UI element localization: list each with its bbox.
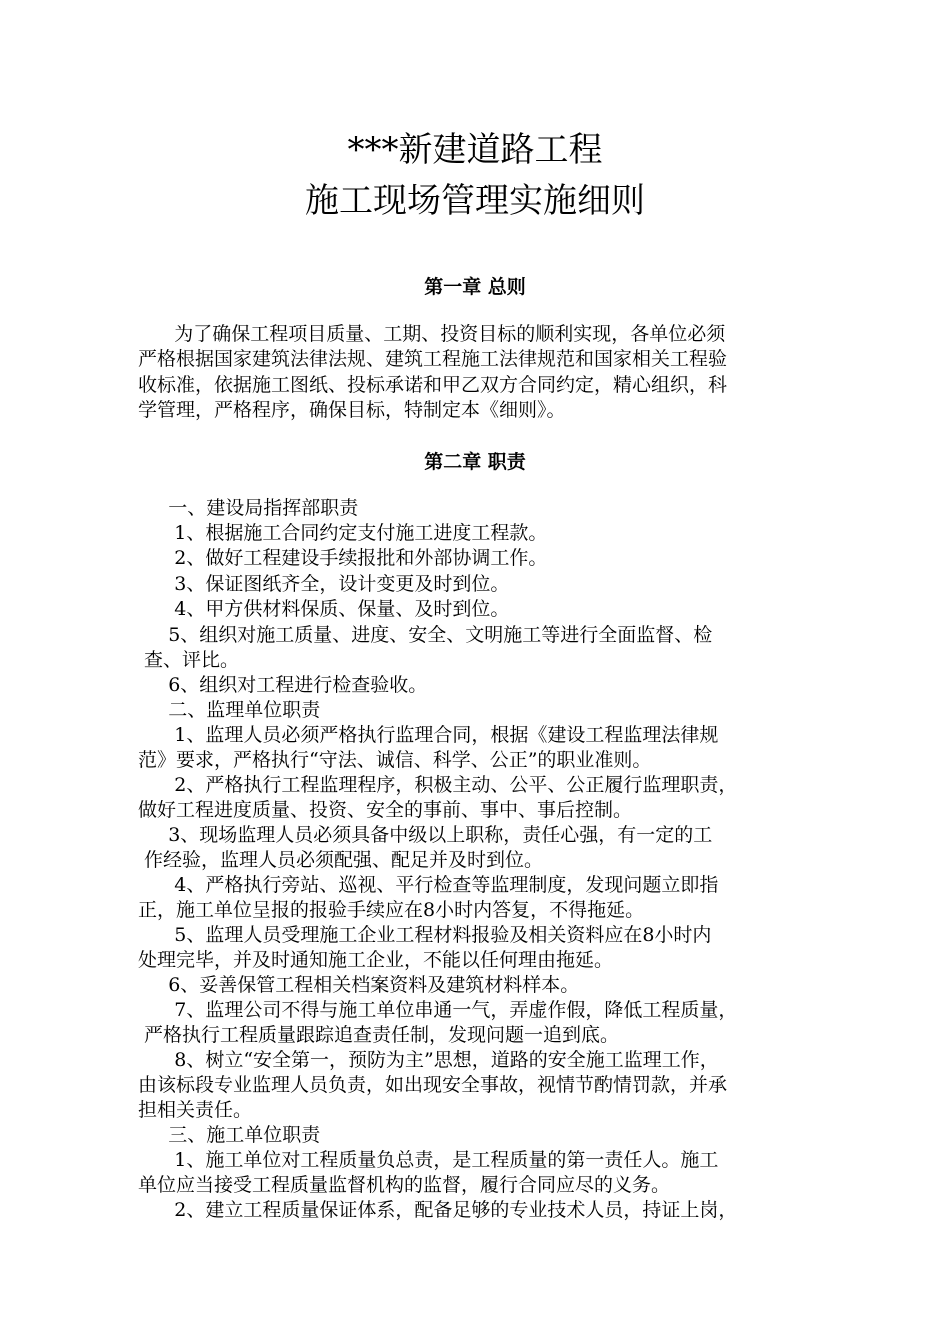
paragraph-line: 由该标段专业监理人员负责，如出现安全事故，视情节酌情罚款，并承 (138, 1074, 728, 1096)
paragraph-line: 2、做好工程建设手续报批和外部协调工作。 (138, 547, 548, 569)
document-title-line2: 施工现场管理实施细则 (305, 181, 645, 221)
paragraph-line: 严格执行工程质量跟踪追查责任制，发现问题一追到底。 (138, 1024, 620, 1046)
paragraph-line: 4、严格执行旁站、巡视、平行检查等监理制度，发现问题立即指 (138, 874, 719, 896)
paragraph-line: 5、监理人员受理施工企业工程材料报验及相关资料应在8小时内 (138, 924, 712, 946)
paragraph-line: 8、树立“安全第一，预防为主”思想，道路的安全施工监理工作， (138, 1049, 719, 1071)
paragraph-line: 单位应当接受工程质量监督机构的监督，履行合同应尽的义务。 (138, 1174, 671, 1196)
paragraph-line: 范》要求，严格执行“守法、诚信、科学、公正”的职业准则。 (138, 749, 652, 771)
paragraph-line: 担相关责任。 (138, 1099, 253, 1121)
paragraph-line: 收标准，依据施工图纸、投标承诺和甲乙双方合同约定，精心组织，科 (138, 374, 728, 396)
chapter2-heading: 第二章 职责 (424, 451, 526, 473)
paragraph-line: 2、严格执行工程监理程序，积极主动、公平、公正履行监理职责， (138, 774, 738, 796)
paragraph-line: 做好工程进度质量、投资、安全的事前、事中、事后控制。 (138, 799, 633, 821)
paragraph-line: 1、监理人员必须严格执行监理合同，根据《建设工程监理法律规 (138, 724, 719, 746)
paragraph-line: 7、监理公司不得与施工单位串通一气，弄虚作假，降低工程质量， (138, 999, 738, 1021)
paragraph-line: 3、保证图纸齐全，设计变更及时到位。 (138, 573, 510, 595)
paragraph-line: 作经验，监理人员必须配强、配足并及时到位。 (138, 849, 544, 871)
paragraph-line: 6、妥善保管工程相关档案资料及建筑材料样本。 (138, 974, 580, 996)
paragraph-line: 5、组织对施工质量、进度、安全、文明施工等进行全面监督、检 (138, 624, 713, 646)
chapter1-heading: 第一章 总则 (424, 276, 526, 298)
paragraph-line: 4、甲方供材料保质、保量、及时到位。 (138, 598, 510, 620)
paragraph-line: 3、现场监理人员必须具备中级以上职称，责任心强，有一定的工 (138, 824, 713, 846)
paragraph-line: 为了确保工程项目质量、工期、投资目标的顺利实现，各单位必须 (138, 323, 726, 345)
section-heading: 三、施工单位职责 (138, 1124, 321, 1146)
section-heading: 一、建设局指挥部职责 (138, 497, 359, 519)
paragraph-line: 处理完毕，并及时通知施工企业，不能以任何理由拖延。 (138, 949, 614, 971)
paragraph-line: 学管理，严格程序，确保目标，特制定本《细则》。 (138, 399, 566, 421)
paragraph-line: 2、建立工程质量保证体系，配备足够的专业技术人员，持证上岗， (138, 1199, 738, 1221)
paragraph-line: 正，施工单位呈报的报验手续应在8小时内答复，不得拖延。 (138, 899, 645, 921)
paragraph-line: 1、根据施工合同约定支付施工进度工程款。 (138, 522, 548, 544)
document-title-line1: ***新建道路工程 (347, 130, 603, 170)
paragraph-line: 1、施工单位对工程质量负总责，是工程质量的第一责任人。施工 (138, 1149, 719, 1171)
paragraph-line: 严格根据国家建筑法律法规、建筑工程施工法律规范和国家相关工程验 (138, 348, 728, 370)
section-heading: 二、监理单位职责 (138, 699, 321, 721)
paragraph-line: 查、评比。 (138, 649, 240, 671)
paragraph-line: 6、组织对工程进行检查验收。 (138, 674, 428, 696)
